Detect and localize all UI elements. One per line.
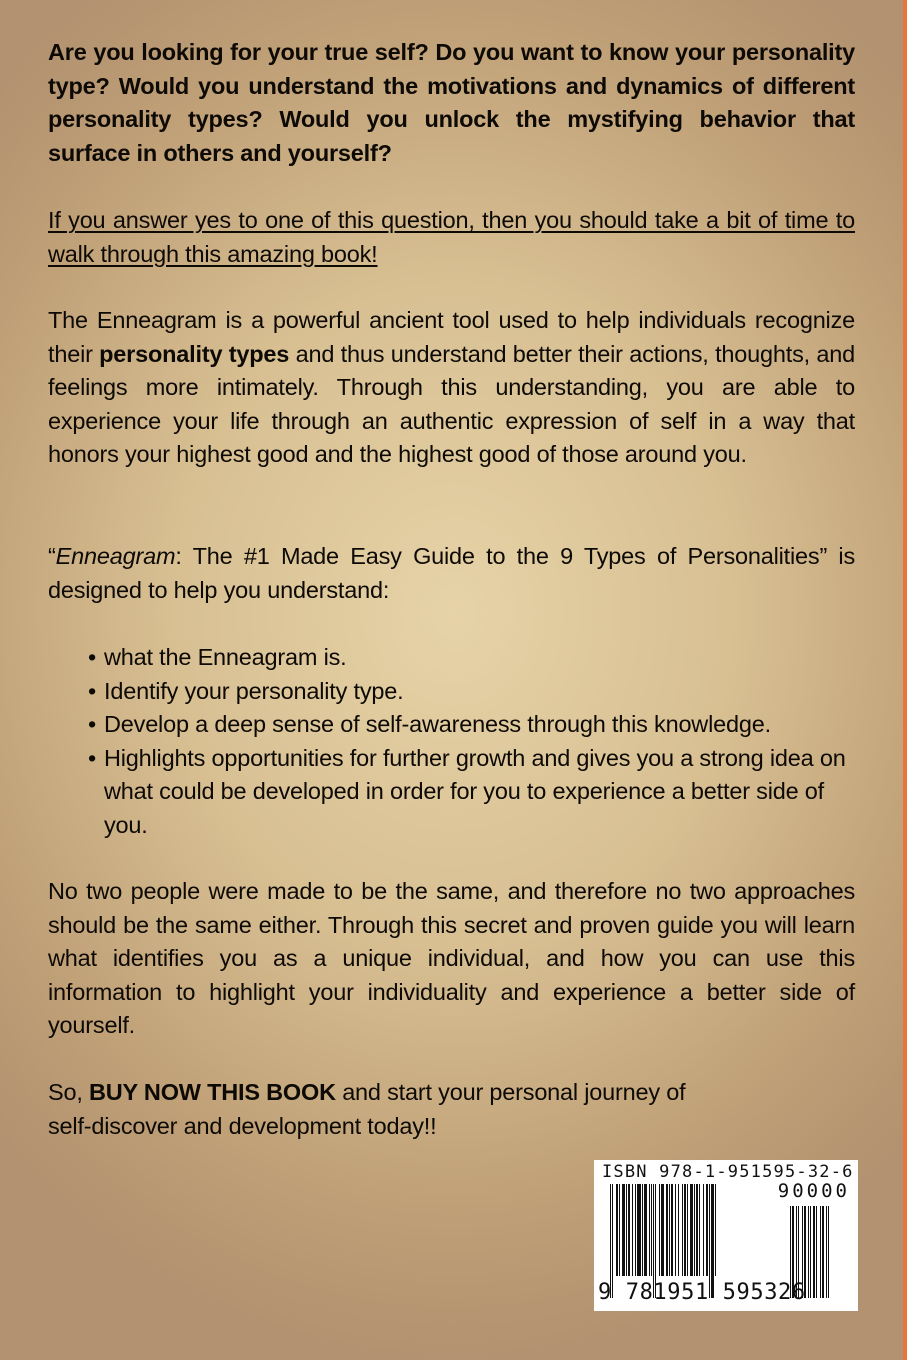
barcode-bar: [619, 1184, 620, 1276]
barcode-bar: [826, 1206, 827, 1298]
bullet-icon: •: [88, 744, 97, 771]
barcode-bar: [659, 1184, 660, 1276]
open-quote: “: [48, 543, 56, 569]
isbn-barcode: [594, 1160, 858, 1311]
description-part1: The Enneagram is a powerful ancient tool used to help individuals recognize their: [48, 307, 855, 367]
description-paragraph: [48, 304, 855, 472]
barcode-bar: [810, 1206, 811, 1298]
barcode-bar: [828, 1206, 829, 1298]
barcode-bar: [649, 1184, 650, 1276]
barcode-bar: [642, 1184, 643, 1276]
barcode-bar: [644, 1184, 647, 1276]
barcode-addon-code: 90000: [777, 1180, 850, 1202]
barcode-bar: [626, 1184, 627, 1276]
barcode-bar: [694, 1184, 695, 1276]
barcode-bar: [651, 1184, 652, 1276]
barcode-bar: [684, 1184, 686, 1276]
list-item: • Develop a deep sense of self-awareness through this knowledge.: [88, 708, 848, 742]
bullet-icon: •: [88, 711, 97, 737]
barcode-bar: [678, 1184, 679, 1276]
barcode-bar: [635, 1184, 636, 1276]
uniqueness-paragraph: No two people were made to be the same, and therefore no two approaches should be the same either. Through this secret and proven guide you will learn what identifies you as a unique individual, and how you can use this information to highlight your individuality and experience a better side of yourself.: [48, 878, 855, 1038]
title-paragraph-rest: : The #1 Made Easy Guide to the 9 Types of Personalities” is designed to help you understand:: [48, 543, 855, 603]
bullet-icon: •: [88, 677, 97, 704]
barcode-bar: [661, 1184, 664, 1276]
barcode-bar: [703, 1184, 704, 1276]
list-item: • what the Enneagram is.: [88, 641, 848, 675]
barcode-bar: [808, 1206, 809, 1298]
barcode-bar: [622, 1184, 625, 1276]
barcode-bar: [822, 1206, 824, 1298]
barcode-bar: [816, 1206, 817, 1298]
hook-text: If you answer yes to one of this question, then you should take a bit of time to walk through this amazing book!: [48, 207, 855, 267]
intro-questions: Are you looking for your true self? Do you want to know your personality type? Would you understand the motivations and dynamics of different personality types? Would you unlock the mystifying behavior that surface in others and yourself?: [48, 39, 855, 166]
barcode-bar: [696, 1184, 698, 1276]
barcode-bar: [820, 1206, 821, 1298]
ean-digits: 9 781951 595326: [598, 1280, 806, 1305]
barcode-bar: [632, 1184, 633, 1276]
cta-line-2: self-discover and development today!!: [48, 1112, 437, 1139]
barcode-bar: [669, 1184, 670, 1276]
barcode-bar: [715, 1184, 716, 1276]
barcode-bar: [706, 1184, 708, 1276]
description-bold: personality types: [99, 340, 290, 367]
barcode-bar: [682, 1184, 683, 1276]
barcode-bar: [675, 1184, 676, 1276]
list-item: • Highlights opportunities for further growth and gives you a strong idea on what could be developed in order for you to experience a better side of you.: [88, 742, 848, 843]
cta-bold: BUY NOW THIS BOOK: [89, 1079, 336, 1105]
cta-line-1: So, BUY NOW THIS BOOK and start your personal journey of: [48, 1079, 686, 1105]
barcode-bar: [628, 1184, 630, 1276]
barcode-bar: [637, 1184, 641, 1276]
call-to-action: [48, 1076, 855, 1143]
list-item: • Identify your personality type.: [88, 675, 848, 709]
barcode-bar: [699, 1184, 700, 1276]
isbn-label: ISBN 978-1-951595-32-6: [602, 1162, 854, 1182]
book-title-italic: Enneagram: [55, 543, 176, 569]
edge-stripe: [903, 0, 907, 1360]
barcode-bar: [690, 1184, 693, 1276]
description-part2: and thus understand better their actions, thoughts, and feelings more intimately. Through this understanding, you are able to experience your life through an authentic expression of self in a way that honors your highest good and the highest good of those around you.: [48, 340, 855, 467]
barcode-bar: [813, 1206, 815, 1298]
barcode-bar: [687, 1184, 688, 1276]
barcode-bar: [671, 1184, 673, 1276]
barcode-bar: [666, 1184, 668, 1276]
title-paragraph: [48, 540, 855, 607]
benefits-list: [88, 641, 848, 842]
bullet-icon: •: [88, 644, 97, 670]
barcode-bar: [616, 1184, 618, 1276]
